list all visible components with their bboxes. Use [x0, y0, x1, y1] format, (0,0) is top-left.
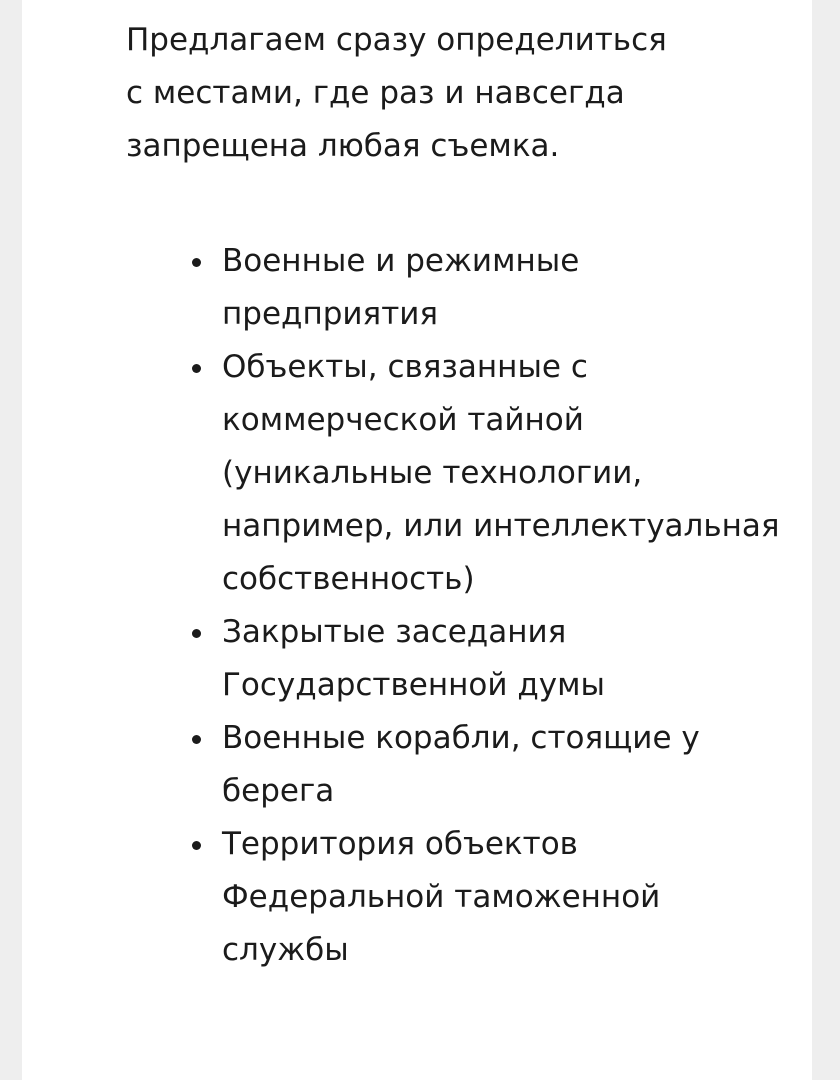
bullet-icon — [192, 712, 206, 765]
list-item — [126, 818, 786, 977]
article-sheet — [22, 0, 812, 1080]
bullet-icon — [192, 235, 206, 288]
left-gutter — [0, 0, 22, 1080]
list-item-text: Военные корабли, стоящие у берега — [222, 720, 700, 809]
list-item — [126, 235, 786, 341]
list-item-text: Военные и режимные предприятия — [222, 243, 580, 332]
intro-paragraph: Предлагаем сразу определиться с местами, где раз и навсегда запрещена любая съемка. — [126, 22, 667, 164]
list-item — [126, 712, 786, 818]
list-item-text: Объекты, связанные с коммерческой тайной (уникальные технологии, например, или интеллектуальная собственность) — [222, 349, 780, 597]
list-item — [126, 341, 786, 606]
article-content — [126, 0, 786, 977]
list-item — [126, 606, 786, 712]
bullet-icon — [192, 818, 206, 871]
bullet-icon — [192, 606, 206, 659]
list-item-text: Закрытые заседания Государственной думы — [222, 614, 605, 703]
prohibited-places-list — [126, 235, 786, 977]
right-gutter — [812, 0, 840, 1080]
list-item-text: Территория объектов Федеральной таможенной службы — [222, 826, 661, 968]
bullet-icon — [192, 341, 206, 394]
